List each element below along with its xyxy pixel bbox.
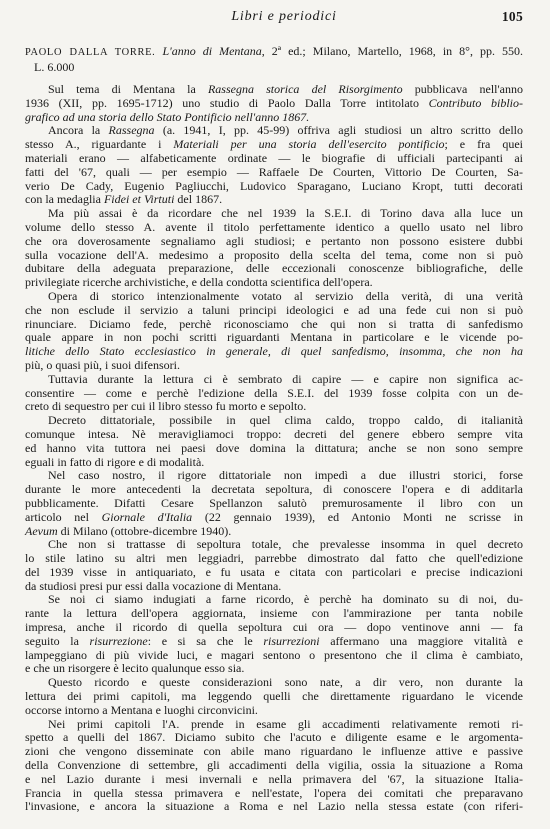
text-run: rante la lettura dell'opera aggiornata, insieme con l'ammirazione per tanta nobile (25, 606, 523, 621)
text-run: creto di sequestro per cui il libro stesso fu morto e sepolto. (25, 399, 307, 414)
text-line (25, 111, 523, 125)
review-body (25, 83, 523, 814)
line-text (48, 593, 523, 607)
text-line (25, 290, 523, 304)
text-line (25, 180, 523, 194)
text-line (25, 800, 523, 814)
line-text (25, 704, 258, 718)
text-run: volume dello stesso A. avente il titolo perfettamente identico a quello usato nel libro (25, 219, 523, 234)
text-run: : e si sa che le (147, 633, 264, 648)
text-line (25, 359, 523, 373)
text-run: Che non si trattasse di sepoltura totale, che prevalesse insomma in quel decreto (48, 537, 523, 552)
text-run: Nei primi capitoli l'A. prende in esame gli accadimenti relativamente remoti ri- (48, 716, 523, 731)
italic-text: risurrezione (89, 633, 148, 648)
text-run: durante le more antecedenti la decretata sepoltura, di conoscere l'opera e di additarla (25, 482, 523, 497)
italic-text: Rassegna (108, 123, 155, 138)
text-line (25, 787, 523, 801)
text-line (25, 221, 523, 235)
line-text (25, 152, 523, 166)
text-line (25, 235, 523, 249)
line-text (25, 235, 523, 249)
line-text (25, 621, 523, 635)
text-run: pubblicamente. Difatti Cesare Spellanzon salutò premurosamente il libro con un (25, 495, 523, 510)
line-text (25, 456, 204, 470)
line-text (25, 662, 244, 676)
citation-text (25, 43, 523, 61)
text-line (25, 414, 523, 428)
text-line (25, 538, 523, 552)
line-text (25, 166, 523, 180)
page-number: 105 (501, 9, 523, 24)
text-run: e che un risorgere è lecito qualunque esso sia. (25, 661, 245, 676)
text-run: l'invasione, e ancora la situazione a Roma e nel Lazio nella stessa estate (con riferi- (25, 799, 523, 814)
text-run: affermano una maggiore vitalità e (319, 633, 523, 648)
text-run: Tuttavia durante la lettura ci è sembrato di capire — e capire non significa ac- (48, 371, 523, 386)
publication-details: , 2ª ed.; Milano, Martello, 1968, in 8°, pp. 550. (261, 44, 524, 58)
paragraph (25, 593, 523, 676)
text-line (25, 428, 523, 442)
text-line (25, 138, 523, 152)
text-run: Francia in quella stessa primavera e nell'estate, l'opera dei comitati che preparavano (25, 785, 523, 800)
text-run: eguali in fatto di rigore e di modalità. (25, 454, 205, 469)
text-run: materiali erano — alfabeticamente ordinate — le biografie di ufficiali partecipanti ai (25, 150, 523, 165)
text-run: stesso A., riguardante i (25, 137, 174, 152)
text-line (25, 773, 523, 787)
text-run: Nel caso nostro, il rigore dittatoriale non impedì a due illustri storici, forse (48, 468, 523, 483)
text-line (25, 718, 523, 732)
line-text (25, 511, 523, 525)
text-run: 1936 (XII, pp. 1695-1712) uno studio di Paolo Dalla Torre intitolato (25, 95, 429, 110)
line-text (25, 318, 523, 332)
line-text (25, 525, 231, 539)
text-run: Se noi ci siamo indugiati a farne ricordo, è perchè ha dominato su di noi, du- (48, 592, 523, 607)
text-line (25, 607, 523, 621)
line-text (25, 607, 523, 621)
text-run: di Milano (ottobre-dicembre 1940). (57, 523, 232, 538)
paragraph (25, 538, 523, 593)
line-text (25, 745, 523, 759)
text-line (25, 97, 523, 111)
paragraph (25, 676, 523, 717)
text-line (25, 635, 523, 649)
line-text (48, 207, 523, 221)
text-run: impresa, anche il ricordo di quella sepoltura cui ora — dopo ventinove anni — fa (25, 620, 523, 635)
text-run: dubitare della adeguata preparazione, delle eccezionali conoscenze bibliografiche, delle (25, 261, 523, 276)
text-run: che ora doverosamente segnaliamo agli studiosi; e pertanto non possono esistere dubbi (25, 233, 523, 248)
text-run: spetto a quelli del 1867. Diciamo subito che l'acuto e diligente esame e le argomenta- (25, 730, 523, 745)
citation-price-line (25, 59, 523, 75)
line-text (48, 469, 523, 483)
running-title: Libri e periodici (231, 9, 337, 24)
text-line (25, 456, 523, 470)
text-run: lampeggiano di più vivide luci, e magari sentono o presentono che il clima è cambiato, (25, 647, 523, 662)
text-line (25, 207, 523, 221)
text-line (25, 400, 523, 414)
text-line (25, 552, 523, 566)
italic-text: Aevum (25, 523, 58, 538)
text-line (25, 373, 523, 387)
line-text (25, 773, 523, 787)
line-text (25, 97, 523, 111)
line-text (25, 193, 222, 207)
text-line (25, 690, 523, 704)
line-text (25, 497, 523, 511)
text-line (25, 152, 523, 166)
italic-text: Giornale d'Italia (101, 509, 193, 524)
text-run: della Convenzione di settembre, gli accadimenti della vigilia, ossia la situazione a Roma (25, 758, 523, 773)
text-run: consentire — come e perchè l'edizione della S.E.I. del 1939 fosse colpita con un de- (25, 385, 523, 400)
paragraph (25, 83, 523, 124)
text-run: che non esclude il servizio a taluni principi ideologici e ad una fede cui non si può (25, 302, 523, 317)
line-text (25, 635, 523, 649)
line-text (25, 580, 281, 594)
text-line (25, 745, 523, 759)
text-line (25, 649, 523, 663)
text-run: del 1939 visse in antiquariato, e fu usata e citata con particolari e precise indicazioni (25, 564, 523, 579)
text-run: comunque intesa. Nè meravigliamoci troppo: decreti del genere ebbero sempre vita (25, 426, 523, 441)
text-run: lettura dei primi capitoli, ma leggendo quelli che direttamente riguardano le vicende (25, 689, 523, 704)
text-run: fatti del '67, quali — per esempio — Raffaele De Courten, Vittorio De Courten, Sa- (25, 164, 523, 179)
text-line (25, 593, 523, 607)
text-line (25, 83, 523, 97)
text-line (25, 497, 523, 511)
book-title: L'anno di Mentana (162, 44, 262, 58)
text-line (25, 580, 523, 594)
line-text (25, 428, 523, 442)
paragraph (25, 414, 523, 469)
text-line (25, 318, 523, 332)
line-text (48, 676, 523, 690)
italic-text: Fidei et Virtuti (103, 192, 175, 207)
text-line (25, 483, 523, 497)
line-text (25, 731, 523, 745)
text-run: ed hanno vita tuttora nei paesi dove domina la dittatura; anche se non sono sempre (25, 440, 523, 455)
line-text (25, 304, 523, 318)
italic-text: grafico ad una storia dello Stato Pontificio nell'anno 1867. (25, 109, 310, 124)
line-text (48, 83, 523, 97)
text-run: privilegiate ricerche archivistiche, e della condotta scientifica dell'opera. (25, 275, 373, 290)
line-text (48, 538, 523, 552)
text-run: Ancora la (48, 123, 109, 138)
paragraph (25, 124, 523, 207)
text-line (25, 676, 523, 690)
line-text (25, 787, 523, 801)
line-text (25, 566, 523, 580)
text-line (25, 731, 523, 745)
text-run: Opera di storico intenzionalmente votato al servizio della verità, di una verità (48, 288, 523, 303)
text-line (25, 304, 523, 318)
text-line (25, 469, 523, 483)
citation-line (25, 43, 523, 59)
text-run: verio De Cady, Eugenio Pagliucchi, Ludovico Sparagano, Luciano Kropt, tutti decorati (25, 178, 523, 193)
line-text (48, 124, 523, 138)
text-line (25, 331, 523, 345)
italic-text: Materiali per una storia dell'esercito pontificio (173, 137, 445, 152)
italic-text: litiche dello Stato ecclesiastico in generale, di quel sanfedismo, insomma, che non ha (25, 344, 523, 359)
text-run: e nel Lazio durante i mesi invernali e nella primavera del '67, la situazione Italia- (25, 771, 523, 786)
text-run: quale appare in non pochi scritti riguardanti Mentana in particolare e le vicende po- (25, 330, 523, 345)
paragraph (25, 718, 523, 815)
text-run: seguito la (25, 633, 90, 648)
line-text (25, 180, 523, 194)
line-text (25, 111, 309, 125)
line-text (25, 359, 180, 373)
line-text (25, 387, 523, 401)
paragraph (25, 469, 523, 538)
line-text (25, 442, 523, 456)
text-run: lo stile latino su altri men leggiadri, parrebbe dimostrato dal fatto che quell'edizione (25, 551, 523, 566)
text-line (25, 511, 523, 525)
text-run: articolo nel (25, 509, 102, 524)
line-text (48, 414, 523, 428)
line-text (48, 718, 523, 732)
text-run: Sul tema di Mentana la (48, 82, 208, 96)
paragraph (25, 373, 523, 414)
text-line (25, 759, 523, 773)
line-text (25, 483, 523, 497)
text-run: sulla vocazione dell'A. medesimo a proposito della scelta del tema, come non si può (25, 247, 523, 262)
italic-text: risurrezioni (263, 633, 320, 648)
text-run: (22 gennaio 1939), ed Antonio Monti ne scrisse in (192, 509, 523, 524)
text-line (25, 262, 523, 276)
line-text (25, 800, 523, 814)
italic-text: Rassegna storica del Risorgimento (207, 82, 403, 96)
text-run: del 1867. (174, 192, 223, 207)
text-line (25, 166, 523, 180)
line-text (25, 276, 373, 290)
line-text (25, 759, 523, 773)
text-run: con la medaglia (25, 192, 104, 207)
author-name: PAOLO DALLA TORRE. (25, 47, 156, 58)
line-text (25, 649, 523, 663)
paragraph (25, 290, 523, 373)
line-text (25, 400, 306, 414)
text-line (25, 442, 523, 456)
text-line (25, 525, 523, 539)
line-text (25, 262, 523, 276)
line-text (25, 331, 523, 345)
text-run: pubblicava nell'anno (402, 82, 523, 96)
text-run: da studiosi presi pur essi dalla vocazione di Mentana. (25, 578, 282, 593)
text-run: Decreto dittatoriale, possibile in quel clima caldo, troppo caldo, di italianità (48, 413, 523, 428)
text-run: occorse intorno a Mentana e luoghi circonvicini. (25, 702, 258, 717)
text-run: Ma più assai è da ricordare che nel 1939 la S.E.I. di Torino dava alla luce un (48, 206, 523, 221)
text-line (25, 345, 523, 359)
text-run: più, o quasi più, i suoi difensori. (25, 357, 180, 372)
text-line (25, 249, 523, 263)
line-text (25, 552, 523, 566)
text-run: rinunciare. Diciamo fede, perchè riconosciamo che qui non si tratta di sanfedismo (25, 316, 523, 331)
line-text (25, 345, 523, 359)
text-line (25, 124, 523, 138)
text-line (25, 704, 523, 718)
book-citation (25, 43, 523, 75)
running-header (0, 8, 550, 26)
line-text (25, 138, 523, 152)
line-text (25, 690, 523, 704)
text-line (25, 387, 523, 401)
text-line (25, 621, 523, 635)
text-line (25, 276, 523, 290)
italic-text: Contributo biblio- (428, 95, 523, 110)
text-run: zioni che vengono disseminate con abile mano riguardano le influenze attive e passive (25, 744, 523, 759)
text-run: Questo ricordo e queste considerazioni sono nate, a dir vero, non durante la (48, 675, 523, 690)
line-text (48, 290, 523, 304)
line-text (25, 249, 523, 263)
text-run: ; e fra quei (444, 137, 523, 152)
book-price: L. 6.000 (34, 60, 75, 74)
text-run: (a. 1941, I, pp. 45-99) offriva agli studiosi un altro scritto dello (154, 123, 523, 138)
line-text (48, 373, 523, 387)
text-line (25, 662, 523, 676)
line-text (25, 221, 523, 235)
text-line (25, 193, 523, 207)
paragraph (25, 207, 523, 290)
text-line (25, 566, 523, 580)
